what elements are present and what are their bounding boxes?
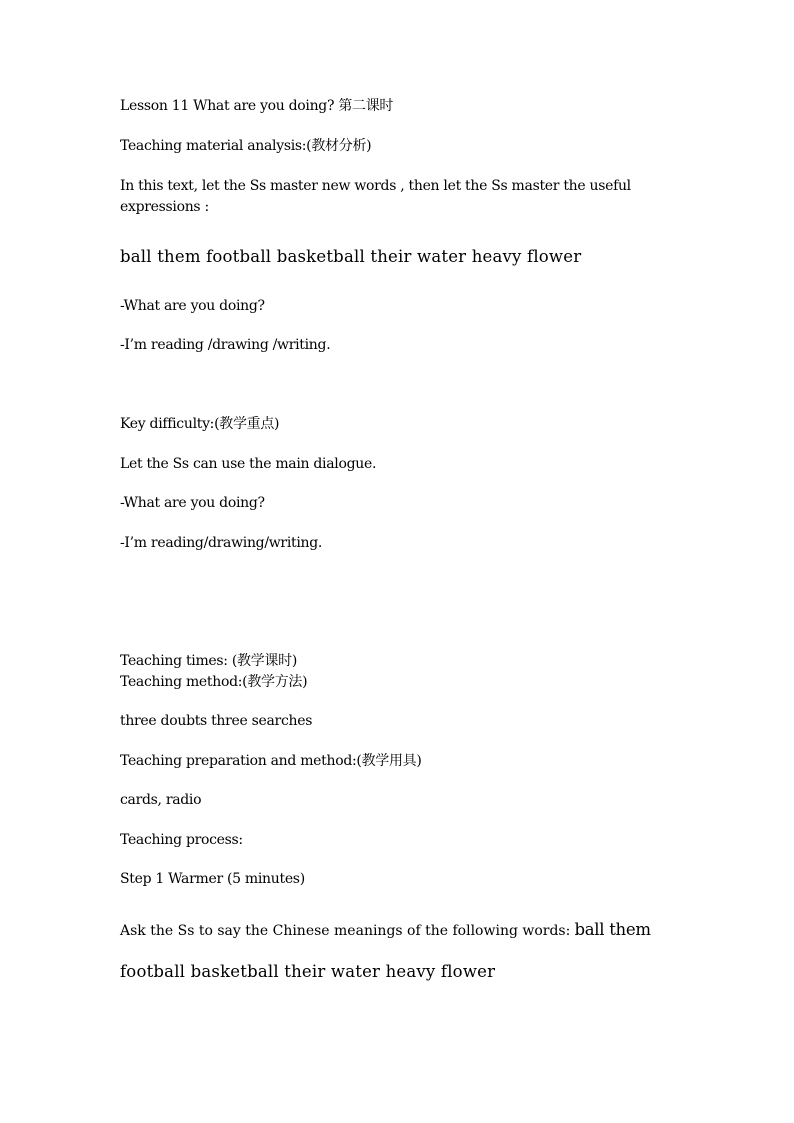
words-line-2: football basketball their water heavy flower — [120, 962, 496, 981]
answer-1: -I’m reading /drawing /writing. — [120, 337, 331, 353]
question-1: -What are you doing? — [120, 298, 265, 314]
material-text: In this text, let the Ss master new words , then let the Ss master the useful expressions : — [120, 178, 631, 215]
lesson-title: Lesson 11 What are you doing? 第二课时 — [120, 98, 394, 114]
process-heading: Teaching process: — [120, 832, 243, 848]
ask-text: Ask the Ss to say the Chinese meanings of the following words: — [120, 923, 571, 939]
key-heading: Key difficulty:(教学重点) — [120, 416, 280, 432]
method-text: three doubts three searches — [120, 713, 313, 729]
material-heading: Teaching material analysis:(教材分析) — [120, 138, 372, 154]
teaching-times: Teaching times: (教学课时) — [120, 653, 297, 669]
prep-heading: Teaching preparation and method:(教学用具) — [120, 753, 422, 769]
ask-line — [120, 918, 651, 943]
words-line: ball them football basketball their water heavy flower — [120, 247, 582, 266]
question-2: -What are you doing? — [120, 495, 265, 511]
ask-words: ball them — [574, 920, 651, 939]
key-text: Let the Ss can use the main dialogue. — [120, 456, 377, 472]
answer-2: -I’m reading/drawing/writing. — [120, 535, 323, 551]
method-heading: Teaching method:(教学方法) — [120, 674, 308, 690]
step-1: Step 1 Warmer (5 minutes) — [120, 871, 305, 887]
prep-text: cards, radio — [120, 792, 202, 808]
